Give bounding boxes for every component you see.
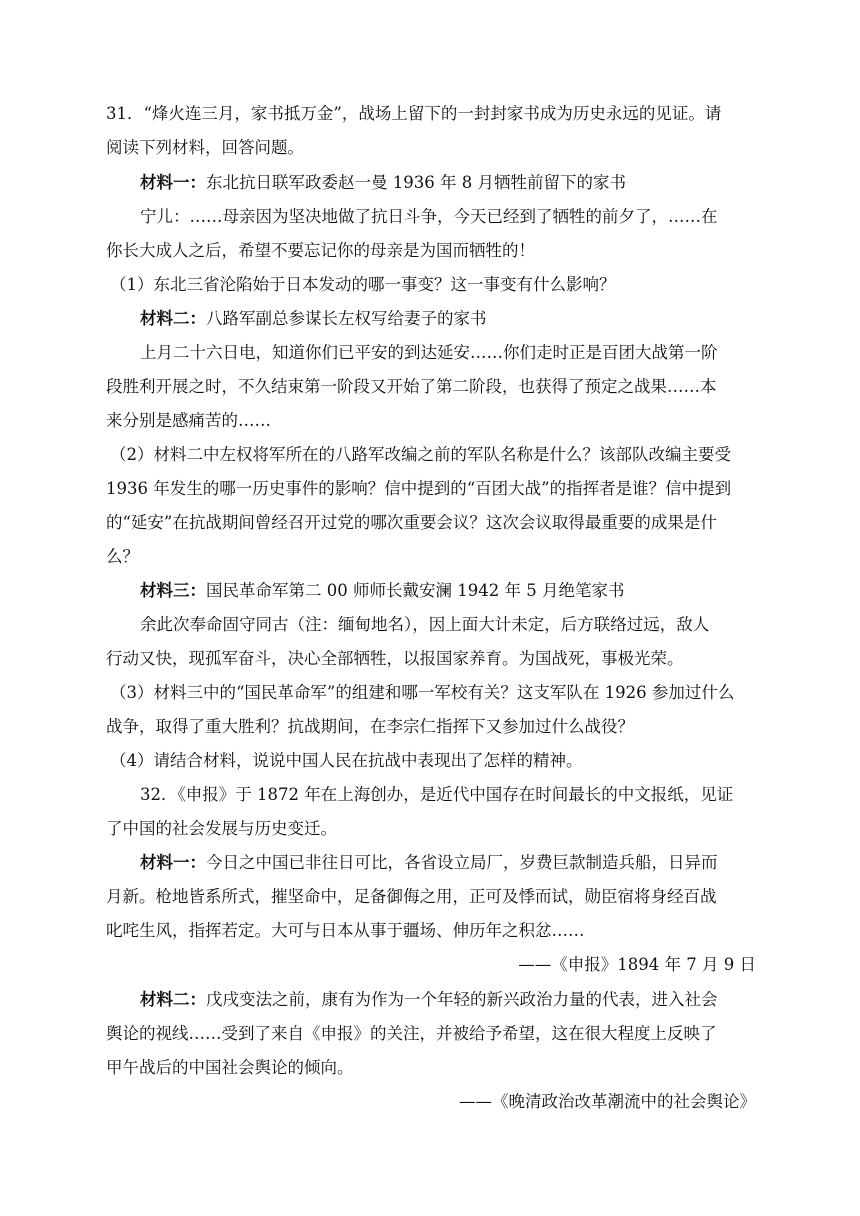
- q31-stem-line-2: 阅读下列材料，回答问题。: [106, 138, 304, 157]
- question-2-line-4: 么？: [106, 547, 139, 566]
- material-3-text-line-2: 行动又快，现孤军奋斗，决心全部牺牲，以报国家养育。为国战死，事极光荣。: [106, 649, 684, 668]
- q32-material-2-line-3: 甲午战后的中国社会舆论的倾向。: [106, 1058, 354, 1077]
- question-2-line-2: 1936 年发生的哪一历史事件的影响？信中提到的“百团大战”的指挥者是谁？信中提到: [106, 479, 732, 498]
- material-3-label: 材料三：: [140, 581, 206, 600]
- q32-material-1-line-2: 月新。枪地皆系所式，摧坚命中，足备御侮之用，正可及悸而试，勋臣宿将身经百战: [106, 887, 717, 906]
- material-3-title: 国民革命军第二 00 师师长戴安澜 1942 年 5 月绝笔家书: [206, 581, 625, 600]
- q32-material-2-line-1: [140, 988, 790, 1012]
- material-2-text-line-2: 段胜利开展之时，不久结束第一阶段又开始了第二阶段，也获得了预定之战果……本: [106, 377, 717, 396]
- question-2-line-3: 的“延安”在抗战期间曾经召开过党的哪次重要会议？这次会议取得最重要的成果是什: [106, 513, 717, 532]
- question-3-line-1: （3）材料三中的“国民革命军”的组建和哪一军校有关？这支军队在 1926 参加过什么: [110, 683, 735, 702]
- material-2-text-line-1: 上月二十六日电，知道你们已平安的到达延安……你们走时正是百团大战第一阶: [140, 343, 718, 362]
- q32-material-1-text: 今日之中国已非往日可比，各省设立局厂，岁费巨款制造兵船，日异而: [206, 853, 718, 872]
- material-1-text-line-1: 宁儿：……母亲因为坚决地做了抗日斗争，今天已经到了牺牲的前夕了，……在: [140, 207, 718, 226]
- q32-stem-line-2: 了中国的社会发展与历史变迁。: [106, 819, 337, 838]
- material-2-title: 八路军副总参谋长左权写给妻子的家书: [206, 309, 487, 328]
- q32-material-2-text: 戊戌变法之前，康有为作为一个年轻的新兴政治力量的代表，进入社会: [206, 990, 718, 1009]
- q32-material-1-label: 材料一：: [140, 853, 206, 872]
- q32-material-2-line-2: 舆论的视线……受到了来自《申报》的关注，并被给予希望，这在很大程度上反映了: [106, 1024, 717, 1043]
- material-1-heading: [140, 171, 790, 195]
- q32-stem-line-1: 32．《申报》于 1872 年在上海创办，是近代中国存在时间最长的中文报纸，见证: [140, 785, 734, 804]
- q32-material-1-line-3: 叱咤生风，指挥若定。大可与日本从事于疆场、伸历年之积忿……: [106, 921, 585, 940]
- material-2-label: 材料二：: [140, 309, 206, 328]
- question-4: （4）请结合材料，说说中国人民在抗战中表现出了怎样的精神。: [110, 751, 583, 770]
- material-3-text-line-1: 余此次奉命固守同古（注：缅甸地名），因上面大计未定，后方联络过远，敌人: [140, 615, 710, 634]
- q32-material-1-source: ——《申报》1894 年 7 月 9 日: [518, 955, 756, 974]
- question-1: （1）东北三省沦陷始于日本发动的哪一事变？这一事变有什么影响？: [110, 275, 616, 294]
- q32-material-1-line-1: [140, 851, 790, 875]
- material-2-heading: [140, 307, 790, 331]
- q32-material-2-source: ——《晚清政治改革潮流中的社会舆论》: [459, 1092, 756, 1111]
- material-1-title: 东北抗日联军政委赵一曼 1936 年 8 月牺牲前留下的家书: [206, 173, 626, 192]
- question-3-line-2: 战争，取得了重大胜利？抗战期间，在李宗仁指挥下又参加过什么战役？: [106, 717, 634, 736]
- material-2-text-line-3: 来分别是感痛苦的……: [106, 411, 271, 430]
- material-1-label: 材料一：: [140, 173, 206, 192]
- q31-stem-line-1: 31．“烽火连三月，家书抵万金”，战场上留下的一封封家书成为历史永远的见证。请: [106, 104, 722, 123]
- material-1-text-line-2: 你长大成人之后，希望不要忘记你的母亲是为国而牺牲的！: [106, 241, 535, 260]
- material-3-heading: [140, 579, 790, 603]
- q32-material-2-label: 材料二：: [140, 990, 206, 1009]
- question-2-line-1: （2）材料二中左权将军所在的八路军改编之前的军队名称是什么？该部队改编主要受: [110, 445, 731, 464]
